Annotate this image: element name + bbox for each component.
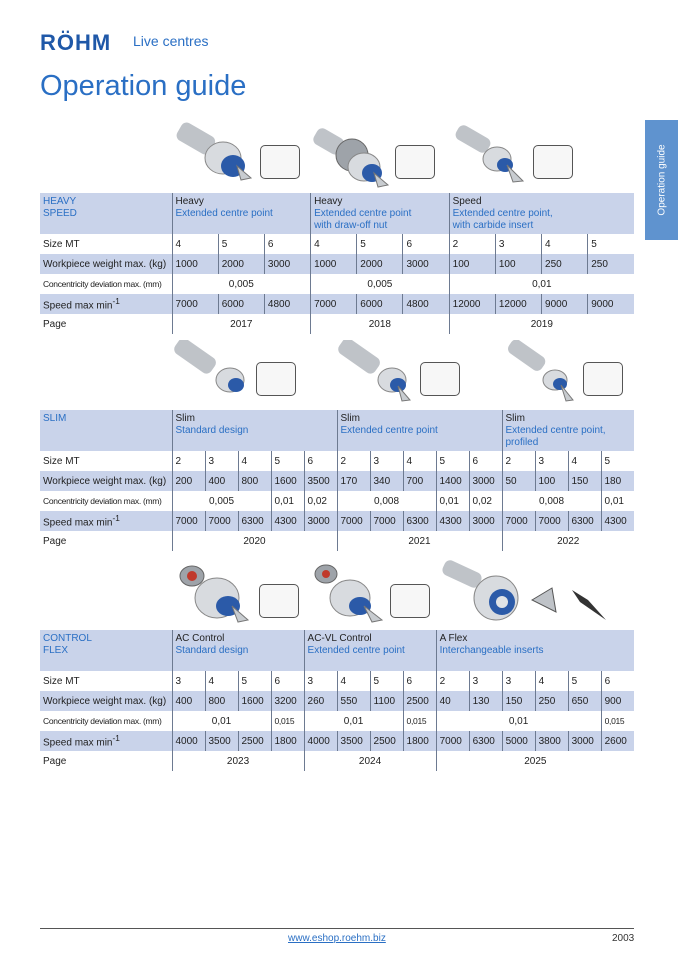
table-cell: 3000 — [264, 254, 310, 274]
table-cell: 5 — [568, 671, 601, 691]
a-flex-image — [440, 560, 620, 625]
table-cell: 5 — [588, 234, 634, 254]
table-cell: 3000 — [403, 254, 449, 274]
group-heading: Slim Standard design — [172, 410, 337, 451]
table-cell: 2600 — [601, 731, 634, 751]
table-cell: 700 — [403, 471, 436, 491]
table-cell: 400 — [172, 691, 205, 711]
table-cell: 7000 — [535, 511, 568, 531]
table-cell: 3 — [469, 671, 502, 691]
table-cell: 6300 — [238, 511, 271, 531]
table-cell: 2 — [172, 451, 205, 471]
table-cell: 6300 — [403, 511, 436, 531]
table-cell: 5 — [238, 671, 271, 691]
ac-control-application-icon — [259, 584, 299, 618]
row-label: Speed $\max \min^{-1}$ — [40, 511, 172, 531]
table-cell: 0,005 — [311, 274, 450, 294]
table-cell: 4 — [205, 671, 238, 691]
row-label: Page — [43, 535, 67, 547]
group-heading: A Flex Interchangeable inserts — [436, 630, 634, 671]
table-cell: 50 — [502, 471, 535, 491]
table-cell: 3500 — [205, 731, 238, 751]
table-cell: 5 — [436, 451, 469, 471]
table-cell: 0,008 — [502, 491, 601, 511]
table-cell: 6 — [469, 451, 502, 471]
table-cell: 100 — [495, 254, 541, 274]
table-cell: 130 — [469, 691, 502, 711]
table-cell: 0,01 — [449, 274, 634, 294]
table-cell: 6 — [601, 671, 634, 691]
table-cell: 3 — [502, 671, 535, 691]
table-cell: 180 — [601, 471, 634, 491]
table-cell: 400 — [205, 471, 238, 491]
table-cell: 100 — [535, 471, 568, 491]
heavy-application-icon — [260, 145, 300, 179]
table-cell: 2 — [436, 671, 469, 691]
page-link[interactable]: 2020 — [172, 531, 337, 551]
ac-vl-control-application-icon — [390, 584, 430, 618]
table-cell: 0,01 — [172, 711, 271, 731]
table-cell: 7000 — [502, 511, 535, 531]
table-cell: 0,005 — [172, 491, 271, 511]
table-cell: 5000 — [502, 731, 535, 751]
table-cell: 6 — [403, 671, 436, 691]
table-cell: 3 — [535, 451, 568, 471]
row-label: Workpiece weight max. (kg) — [40, 254, 172, 274]
table-cell: 200 — [172, 471, 205, 491]
table-cell: 5 — [218, 234, 264, 254]
table-cell: 0,015 — [403, 711, 436, 731]
slim-profiled-application-icon — [583, 362, 623, 396]
table-cell: 340 — [370, 471, 403, 491]
table-cell: 1100 — [370, 691, 403, 711]
category-label: CONTROL FLEX — [40, 630, 172, 671]
table-cell: 3000 — [469, 471, 502, 491]
table-cell: 4300 — [271, 511, 304, 531]
table-cell: 4 — [535, 671, 568, 691]
table-cell: 2500 — [238, 731, 271, 751]
table-cell: 7000 — [172, 511, 205, 531]
slim-extended-image — [336, 340, 416, 405]
table-cell: 3 — [304, 671, 337, 691]
row-label: Concentricity deviation max. (mm) — [43, 716, 162, 726]
table-cell: 250 — [588, 254, 634, 274]
table-cell: 5 — [357, 234, 403, 254]
ac-control-image — [172, 560, 257, 625]
table-cell: 9000 — [542, 294, 588, 314]
table-cell: 3 — [205, 451, 238, 471]
table-cell: 0,02 — [469, 491, 502, 511]
table-cell: 3500 — [304, 471, 337, 491]
table-cell: 1400 — [436, 471, 469, 491]
row-label: Concentricity deviation max. (mm) — [43, 496, 162, 506]
heavy-drawoff-application-icon — [395, 145, 435, 179]
table-cell: 5 — [601, 451, 634, 471]
table-cell: 7000 — [311, 294, 357, 314]
table-cell: 7000 — [436, 731, 469, 751]
table-cell: 1000 — [172, 254, 218, 274]
slim-standard-image — [172, 340, 250, 400]
table-cell: 3000 — [568, 731, 601, 751]
row-label: Page — [43, 318, 67, 330]
table-cell: 6000 — [218, 294, 264, 314]
page-link[interactable]: 2019 — [449, 314, 634, 334]
page-link[interactable]: 2018 — [311, 314, 450, 334]
table-cell: 0,02 — [304, 491, 337, 511]
table-cell: 800 — [205, 691, 238, 711]
table-cell: 0,01 — [601, 491, 634, 511]
table-cell: 550 — [337, 691, 370, 711]
table-cell: 6000 — [357, 294, 403, 314]
control-flex-table — [40, 630, 634, 771]
table-cell: 1800 — [403, 731, 436, 751]
table-cell: 150 — [568, 471, 601, 491]
group-heading: AC-VL Control Extended centre point — [304, 630, 436, 671]
speed-live-centre-image — [453, 125, 528, 185]
page-link[interactable]: 2025 — [436, 751, 634, 771]
table-cell: 7000 — [337, 511, 370, 531]
table-cell: 800 — [238, 471, 271, 491]
table-cell: 4300 — [436, 511, 469, 531]
table-cell: 12000 — [495, 294, 541, 314]
table-cell: 7000 — [370, 511, 403, 531]
table-cell: 2 — [337, 451, 370, 471]
table-cell: 0,005 — [172, 274, 311, 294]
row-label: Workpiece weight max. (kg) — [40, 691, 172, 711]
table-cell: 5 — [271, 451, 304, 471]
table-cell: 4 — [403, 451, 436, 471]
shop-link[interactable]: www.eshop.roehm.biz — [288, 933, 386, 944]
table-cell: 6 — [304, 451, 337, 471]
table-cell: 3000 — [304, 511, 337, 531]
row-label: Size MT — [43, 675, 80, 687]
page-link[interactable]: 2017 — [172, 314, 311, 334]
table-cell: 4 — [568, 451, 601, 471]
table-cell: 7000 — [205, 511, 238, 531]
row-label: Workpiece weight max. (kg) — [40, 471, 172, 491]
speed-application-icon — [533, 145, 573, 179]
side-tab-label: Operation guide — [656, 144, 667, 216]
table-cell: 4800 — [264, 294, 310, 314]
row-label: Size MT — [43, 455, 80, 467]
category-label: HEAVY SPEED — [40, 193, 172, 234]
footer-divider — [40, 928, 634, 929]
row-label: Concentricity deviation max. (mm) — [43, 279, 162, 289]
table-cell: 2 — [449, 234, 495, 254]
table-cell: 3000 — [469, 511, 502, 531]
table-cell: 6300 — [469, 731, 502, 751]
slim-standard-application-icon — [256, 362, 296, 396]
table-cell: 900 — [601, 691, 634, 711]
group-heading: Heavy Extended centre point — [172, 193, 311, 234]
table-cell: 2500 — [370, 731, 403, 751]
table-cell: 4 — [238, 451, 271, 471]
side-tab-operation-guide[interactable] — [645, 120, 678, 240]
table-cell: 250 — [535, 691, 568, 711]
table-cell: 9000 — [588, 294, 634, 314]
roehm-logo: RÖHM — [40, 30, 112, 55]
group-heading: AC Control Standard design — [172, 630, 304, 671]
table-cell: 6 — [271, 671, 304, 691]
group-heading: Slim Extended centre point, profiled — [502, 410, 634, 451]
table-cell: 650 — [568, 691, 601, 711]
heavy-live-centre-image — [175, 120, 255, 185]
row-label: Speed $\max \min^{-1}$ — [40, 294, 172, 314]
page-link[interactable]: 2024 — [304, 751, 436, 771]
heavy-speed-table — [40, 193, 634, 334]
table-cell: 2000 — [218, 254, 264, 274]
table-cell: 7000 — [172, 294, 218, 314]
table-cell: 3 — [370, 451, 403, 471]
table-cell: 1600 — [238, 691, 271, 711]
page-title: Operation guide — [40, 70, 247, 102]
table-cell: 150 — [502, 691, 535, 711]
table-cell: 4 — [337, 671, 370, 691]
table-cell: 4800 — [403, 294, 449, 314]
page-link[interactable]: 2023 — [172, 751, 304, 771]
table-cell: 0,01 — [271, 491, 304, 511]
group-heading: Slim Extended centre point — [337, 410, 502, 451]
table-cell: 0,01 — [436, 491, 469, 511]
table-cell: 40 — [436, 691, 469, 711]
table-cell: 3500 — [337, 731, 370, 751]
table-cell: 0,015 — [271, 711, 304, 731]
table-cell: 6 — [403, 234, 449, 254]
table-cell: 3 — [172, 671, 205, 691]
table-cell: 1600 — [271, 471, 304, 491]
section-title: Live centres — [133, 33, 209, 49]
row-label: Page — [43, 755, 67, 767]
slim-extended-application-icon — [420, 362, 460, 396]
table-cell: 2000 — [357, 254, 403, 274]
table-cell: 6 — [264, 234, 310, 254]
table-cell: 4000 — [172, 731, 205, 751]
table-cell: 4 — [311, 234, 357, 254]
group-heading: Heavy Extended centre point with draw-off nut — [311, 193, 450, 234]
row-label: Size MT — [43, 238, 80, 250]
table-cell: 170 — [337, 471, 370, 491]
row-label: Speed $\max \min^{-1}$ — [40, 731, 172, 751]
category-label: SLIM — [40, 410, 172, 451]
table-cell: 5 — [370, 671, 403, 691]
table-cell: 4300 — [601, 511, 634, 531]
slim-profiled-image — [505, 340, 580, 405]
slim-table — [40, 410, 634, 551]
table-cell: 0,015 — [601, 711, 634, 731]
heavy-drawoff-live-centre-image — [312, 125, 392, 190]
table-cell: 4000 — [304, 731, 337, 751]
page-link[interactable]: 2022 — [502, 531, 634, 551]
table-cell: 12000 — [449, 294, 495, 314]
page-link[interactable]: 2021 — [337, 531, 502, 551]
page-number: 2003 — [612, 933, 635, 944]
table-cell: 2 — [502, 451, 535, 471]
table-cell: 0,008 — [337, 491, 436, 511]
table-cell: 4 — [542, 234, 588, 254]
group-heading: Speed Extended centre point, with carbide insert — [449, 193, 634, 234]
table-cell: 260 — [304, 691, 337, 711]
ac-vl-control-image — [306, 560, 391, 625]
table-cell: 6300 — [568, 511, 601, 531]
table-cell: 4 — [172, 234, 218, 254]
table-cell: 0,01 — [304, 711, 403, 731]
table-cell: 3 — [495, 234, 541, 254]
table-cell: 100 — [449, 254, 495, 274]
table-cell: 3200 — [271, 691, 304, 711]
table-cell: 3800 — [535, 731, 568, 751]
table-cell: 0,01 — [436, 711, 601, 731]
table-cell: 250 — [542, 254, 588, 274]
table-cell: 1000 — [311, 254, 357, 274]
table-cell: 2500 — [403, 691, 436, 711]
table-cell: 1800 — [271, 731, 304, 751]
